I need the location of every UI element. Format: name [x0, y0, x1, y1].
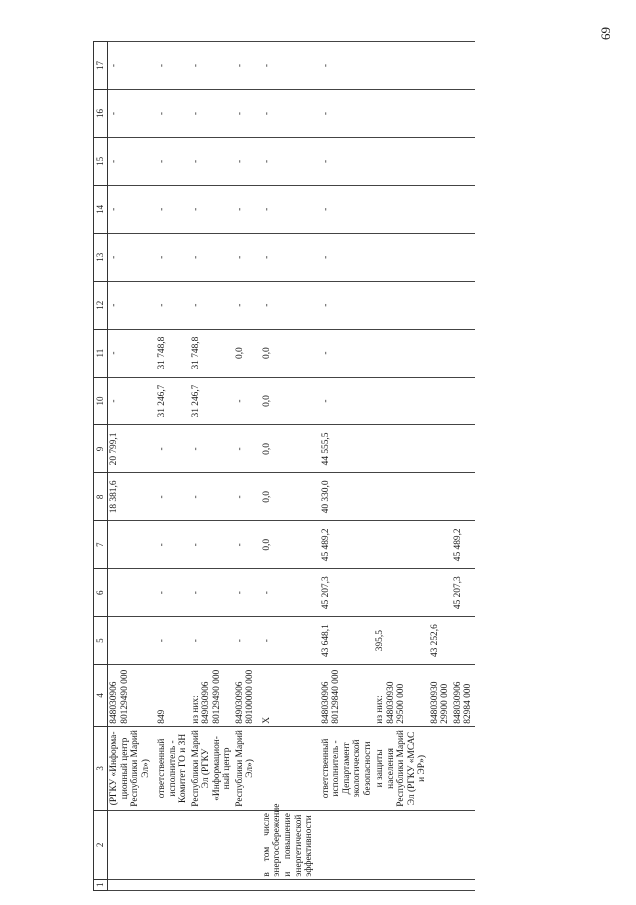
cell-col-16: -	[108, 90, 153, 138]
cell-col-4: 848030906 82984 000	[452, 665, 475, 727]
cell-col-14	[429, 185, 452, 233]
cell-col-13: -	[261, 233, 316, 281]
cell-col-12: -	[108, 281, 153, 329]
cell-col-4: 848030906 80129840 000	[320, 665, 375, 727]
cell-col-3: ответственный исполнитель - Комитет ГО и ЗН	[156, 726, 190, 810]
cell-col-1	[374, 879, 429, 890]
cell-col-13: -	[234, 233, 257, 281]
col-header-6: 6	[94, 569, 108, 617]
cell-col-6: -	[261, 569, 316, 617]
col-header-9: 9	[94, 425, 108, 473]
cell-col-5: -	[261, 617, 316, 665]
cell-col-6: 45 207,3	[452, 569, 475, 617]
col-header-13: 13	[94, 233, 108, 281]
cell-col-8: -	[156, 473, 190, 521]
cell-col-15: -	[190, 137, 234, 185]
cell-col-13: -	[108, 233, 153, 281]
cell-col-3: Республики Марий Эл»)	[234, 726, 257, 810]
cell-col-10: 31 246,7	[156, 377, 190, 425]
cell-col-9	[374, 425, 429, 473]
budget-table	[93, 41, 475, 891]
cell-col-4: из них: 849030906 80129490 000	[190, 665, 234, 727]
cell-col-14: -	[234, 185, 257, 233]
cell-col-15	[374, 137, 429, 185]
cell-col-3: и защиты населения Республики Марий Эл (РГКУ «МСАС и ЭР»)	[374, 726, 429, 810]
cell-col-1	[156, 879, 190, 890]
cell-col-9: -	[190, 425, 234, 473]
cell-col-15: -	[108, 137, 153, 185]
cell-col-1	[190, 879, 234, 890]
cell-col-17	[452, 42, 475, 90]
table-row	[429, 42, 452, 891]
cell-col-15: -	[234, 137, 257, 185]
cell-col-14: -	[320, 185, 375, 233]
cell-col-9	[452, 425, 475, 473]
cell-col-5	[108, 617, 153, 665]
cell-col-5: -	[190, 617, 234, 665]
cell-col-5	[452, 617, 475, 665]
cell-col-12: -	[156, 281, 190, 329]
col-header-14: 14	[94, 185, 108, 233]
cell-col-12: -	[234, 281, 257, 329]
col-header-10: 10	[94, 377, 108, 425]
cell-col-7: -	[156, 521, 190, 569]
cell-col-14	[452, 185, 475, 233]
cell-col-17	[374, 42, 429, 90]
cell-col-11: 31 748,8	[156, 329, 190, 377]
cell-col-17: -	[108, 42, 153, 90]
cell-col-4: из них: 848030930 29500 000	[374, 665, 429, 727]
col-header-7: 7	[94, 521, 108, 569]
cell-col-7: 45 489,2	[320, 521, 375, 569]
cell-col-2: в том числе энергосбережение и повышение энергетической эффективности	[261, 811, 316, 879]
col-header-12: 12	[94, 281, 108, 329]
cell-col-17: -	[261, 42, 316, 90]
cell-col-11	[374, 329, 429, 377]
cell-col-9: 44 555,5	[320, 425, 375, 473]
cell-col-2	[429, 811, 452, 879]
cell-col-16: -	[156, 90, 190, 138]
cell-col-2	[234, 811, 257, 879]
cell-col-13	[374, 233, 429, 281]
cell-col-4: X	[261, 665, 316, 727]
cell-col-10: -	[234, 377, 257, 425]
table-row	[156, 42, 190, 891]
cell-col-2	[374, 811, 429, 879]
cell-col-13: -	[320, 233, 375, 281]
cell-col-7: 0,0	[261, 521, 316, 569]
cell-col-7: -	[190, 521, 234, 569]
cell-col-10	[374, 377, 429, 425]
cell-col-13: -	[190, 233, 234, 281]
cell-col-11: -	[320, 329, 375, 377]
page-number: 69	[598, 27, 613, 40]
cell-col-4: 848030930 29900 000	[429, 665, 452, 727]
cell-col-17: -	[190, 42, 234, 90]
cell-col-3: Республики Марий Эл (РГКУ «Информацион-ный центр	[190, 726, 234, 810]
cell-col-4: 848030906 80129490 000	[108, 665, 153, 727]
cell-col-3	[261, 726, 316, 810]
col-header-8: 8	[94, 473, 108, 521]
table-row	[108, 42, 153, 891]
table-body	[108, 42, 476, 891]
col-header-2: 2	[94, 811, 108, 879]
cell-col-12: -	[320, 281, 375, 329]
cell-col-15	[429, 137, 452, 185]
cell-col-11	[429, 329, 452, 377]
cell-col-16: -	[234, 90, 257, 138]
col-header-4: 4	[94, 665, 108, 727]
col-header-15: 15	[94, 137, 108, 185]
cell-col-12	[374, 281, 429, 329]
cell-col-12: -	[190, 281, 234, 329]
col-header-5: 5	[94, 617, 108, 665]
column-number-row	[94, 42, 108, 891]
cell-col-11: 31 748,8	[190, 329, 234, 377]
cell-col-1	[108, 879, 153, 890]
cell-col-5: 43 648,1	[320, 617, 375, 665]
cell-col-11: 0,0	[261, 329, 316, 377]
cell-col-6: -	[156, 569, 190, 617]
cell-col-5: -	[156, 617, 190, 665]
cell-col-6	[108, 569, 153, 617]
cell-col-5: 395,5	[374, 617, 429, 665]
cell-col-9: 0,0	[261, 425, 316, 473]
cell-col-8: -	[234, 473, 257, 521]
cell-col-1	[452, 879, 475, 890]
cell-col-3: (РГКУ «Информа-ционный центр Республики Марий Эл»)	[108, 726, 153, 810]
cell-col-1	[429, 879, 452, 890]
cell-col-7: 45 489,2	[452, 521, 475, 569]
cell-col-2	[108, 811, 153, 879]
cell-col-7	[108, 521, 153, 569]
cell-col-4: 849030906 80100000 000	[234, 665, 257, 727]
cell-col-16	[374, 90, 429, 138]
cell-col-12	[452, 281, 475, 329]
rotated-table-page	[93, 41, 613, 891]
cell-col-8	[374, 473, 429, 521]
cell-col-10: 0,0	[261, 377, 316, 425]
cell-col-17: -	[156, 42, 190, 90]
cell-col-16: -	[190, 90, 234, 138]
cell-col-6: -	[190, 569, 234, 617]
cell-col-13	[452, 233, 475, 281]
cell-col-13: -	[156, 233, 190, 281]
cell-col-14: -	[190, 185, 234, 233]
cell-col-14: -	[108, 185, 153, 233]
table-row	[452, 42, 475, 891]
col-header-16: 16	[94, 90, 108, 138]
cell-col-15	[452, 137, 475, 185]
cell-col-11: -	[108, 329, 153, 377]
cell-col-9: -	[156, 425, 190, 473]
cell-col-5: 43 252,6	[429, 617, 452, 665]
cell-col-17	[429, 42, 452, 90]
cell-col-5: -	[234, 617, 257, 665]
cell-col-16: -	[320, 90, 375, 138]
cell-col-17: -	[320, 42, 375, 90]
cell-col-2	[452, 811, 475, 879]
cell-col-4: 849	[156, 665, 190, 727]
col-header-17: 17	[94, 42, 108, 90]
col-header-3: 3	[94, 726, 108, 810]
cell-col-3	[429, 726, 452, 810]
cell-col-12: -	[261, 281, 316, 329]
cell-col-9: -	[234, 425, 257, 473]
cell-col-7	[374, 521, 429, 569]
cell-col-1	[261, 879, 316, 890]
cell-col-17: -	[234, 42, 257, 90]
cell-col-9: 20 799,1	[108, 425, 153, 473]
cell-col-15: -	[156, 137, 190, 185]
cell-col-8: -	[190, 473, 234, 521]
table-row	[374, 42, 429, 891]
cell-col-10: 31 246,7	[190, 377, 234, 425]
cell-col-14	[374, 185, 429, 233]
cell-col-6	[374, 569, 429, 617]
cell-col-8	[429, 473, 452, 521]
table-row	[190, 42, 234, 891]
cell-col-10	[452, 377, 475, 425]
cell-col-8: 0,0	[261, 473, 316, 521]
cell-col-15: -	[261, 137, 316, 185]
cell-col-16: -	[261, 90, 316, 138]
col-header-1: 1	[94, 879, 108, 890]
cell-col-11: 0,0	[234, 329, 257, 377]
cell-col-15: -	[320, 137, 375, 185]
cell-col-3	[452, 726, 475, 810]
cell-col-2	[156, 811, 190, 879]
cell-col-12	[429, 281, 452, 329]
cell-col-13	[429, 233, 452, 281]
cell-col-6: -	[234, 569, 257, 617]
cell-col-16	[429, 90, 452, 138]
cell-col-2	[320, 811, 375, 879]
cell-col-6: 45 207,3	[320, 569, 375, 617]
table-row	[261, 42, 316, 891]
cell-col-8: 18 381,6	[108, 473, 153, 521]
cell-col-16	[452, 90, 475, 138]
table-row	[234, 42, 257, 891]
cell-col-11	[452, 329, 475, 377]
table-row	[320, 42, 375, 891]
cell-col-8	[452, 473, 475, 521]
cell-col-14: -	[261, 185, 316, 233]
cell-col-14: -	[156, 185, 190, 233]
col-header-11: 11	[94, 329, 108, 377]
cell-col-10: -	[108, 377, 153, 425]
cell-col-1	[320, 879, 375, 890]
cell-col-9	[429, 425, 452, 473]
cell-col-6	[429, 569, 452, 617]
cell-col-1	[234, 879, 257, 890]
cell-col-10: -	[320, 377, 375, 425]
cell-col-7	[429, 521, 452, 569]
cell-col-7: -	[234, 521, 257, 569]
cell-col-8: 40 330,0	[320, 473, 375, 521]
cell-col-10	[429, 377, 452, 425]
cell-col-2	[190, 811, 234, 879]
cell-col-3: ответственный исполнитель - Департамент экологической безопасности	[320, 726, 375, 810]
